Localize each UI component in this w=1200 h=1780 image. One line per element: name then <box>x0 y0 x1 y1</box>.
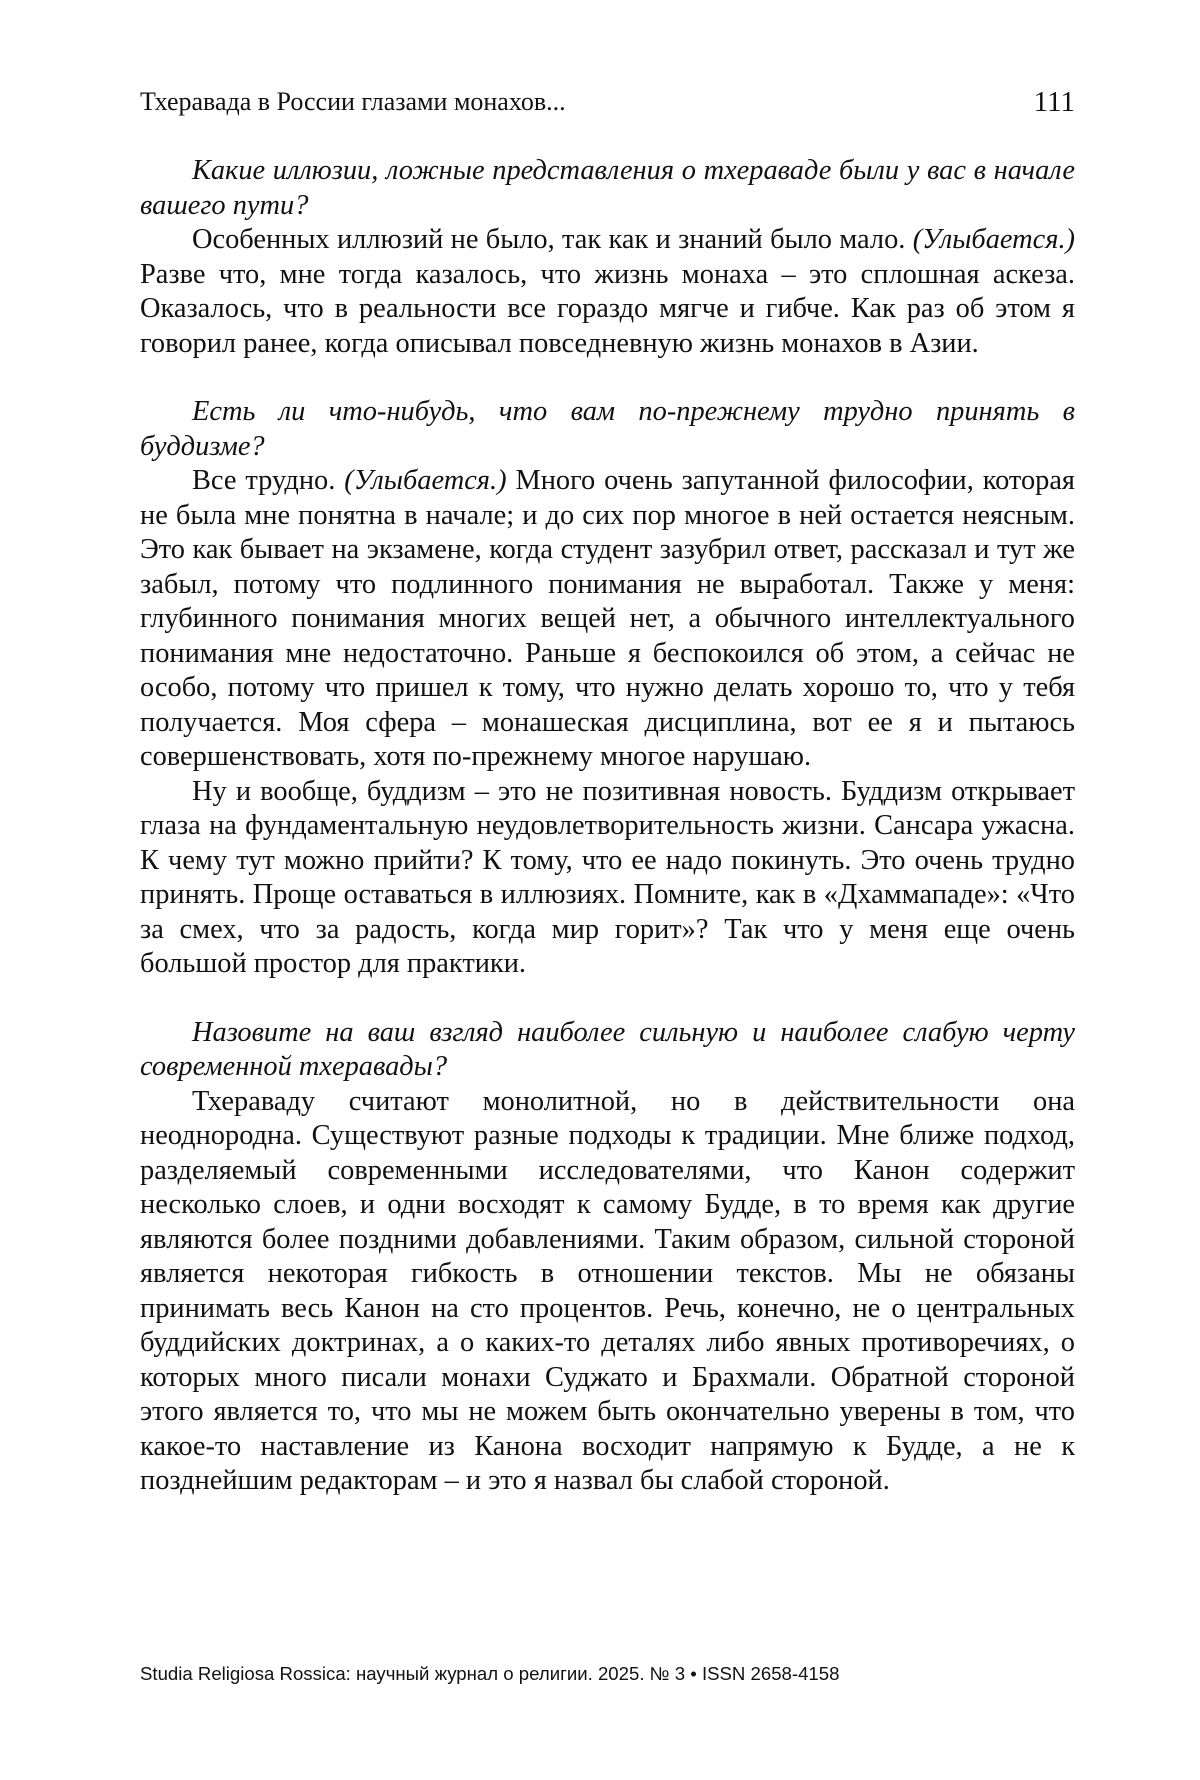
answer-2-text-a: Все трудно. <box>192 465 345 496</box>
answer-1-remark: (Улыбается.) <box>912 224 1075 255</box>
answer-3-paragraph-1: Тхераваду считают монолитной, но в действительности она неоднородна. Существуют разные подходы к традиции. Мне ближе подход, разделяемый современными исследователями, что Канон содержит несколько слоев, и одни восходят к самому Будде, в то время как другие являются более поздними добавлениями. Таким образом, сильной стороной является некоторая гибкость в отношении текстов. Мы не обязаны принимать весь Канон на сто процентов. Речь, конечно, не о центральных буддийских доктринах, а о каких-то деталях либо явных противоречиях, о которых много писали монахи Суджато и Брахмали. Обратной стороной этого является то, что мы не можем быть окончательно уверены в том, что какое-то наставление из Канона восходит напрямую к Будде, а не к позднейшим редакторам – и это я назвал бы слабой стороной. <box>140 1085 1075 1496</box>
journal-footer: Studia Religiosa Rossica: научный журнал о религии. 2025. № 3 • ISSN 2658-4158 <box>140 1663 840 1684</box>
answer-1-paragraph-1 <box>140 223 1075 361</box>
answer-2-text-b: Много очень запутанной философии, которая не была мне понятна в начале; и до сих пор многое в ней остается неясным. Это как бывает на экзамене, когда студент зазубрил ответ, рассказал и тут же забыл, потому что подлинного понимания не выработал. Также у меня: глубинного понимания многих вещей нет, а обычного интеллектуального понимания мне недостаточно. Раньше я беспокоился об этом, а сейчас не особо, потому что пришел к тому, что нужно делать хорошо то, что у тебя получается. Моя сфера – монашеская дисциплина, вот ее я и пытаюсь совершенствовать, хотя по-прежнему многое нарушаю. <box>140 465 1075 772</box>
answer-1-text-a: Особенных иллюзий не было, так как и знаний было мало. <box>192 224 913 255</box>
answer-2-paragraph-2: Ну и вообще, буддизм – это не позитивная новость. Буддизм открывает глаза на фундаментальную неудовлетворительность жизни. Сансара ужасна. К чему тут можно прийти? К тому, что ее надо покинуть. Это очень трудно принять. Проще оставаться в иллюзиях. Помните, как в «Дхаммападе»: «Что за смех, что за радость, когда мир горит»? Так что у меня еще очень большой простор для практики. <box>140 775 1075 979</box>
running-title: Тхеравада в России глазами монахов... <box>140 87 566 116</box>
answer-2-paragraph-1 <box>140 464 1075 775</box>
question-1: Какие иллюзии, ложные представления о тхераваде были у вас в начале вашего пути? <box>140 155 1075 221</box>
answer-1-text-b: Разве что, мне тогда казалось, что жизнь монаха – это сплошная аскеза. Оказалось, что в реальности все гораздо мягче и гибче. Как раз об этом я говорил ранее, когда описывал повседневную жизнь монахов в Азии. <box>140 258 1075 359</box>
question-2: Есть ли что-нибудь, что вам по-прежнему трудно принять в буддизме? <box>140 396 1075 462</box>
answer-2-remark: (Улыбается.) <box>344 465 507 496</box>
article-body <box>140 154 1075 1499</box>
running-head <box>140 82 1075 122</box>
question-3: Назовите на ваш взгляд наиболее сильную и наиболее слабую черту современной тхеравады? <box>140 1016 1075 1082</box>
page-number: 111 <box>1033 86 1075 118</box>
